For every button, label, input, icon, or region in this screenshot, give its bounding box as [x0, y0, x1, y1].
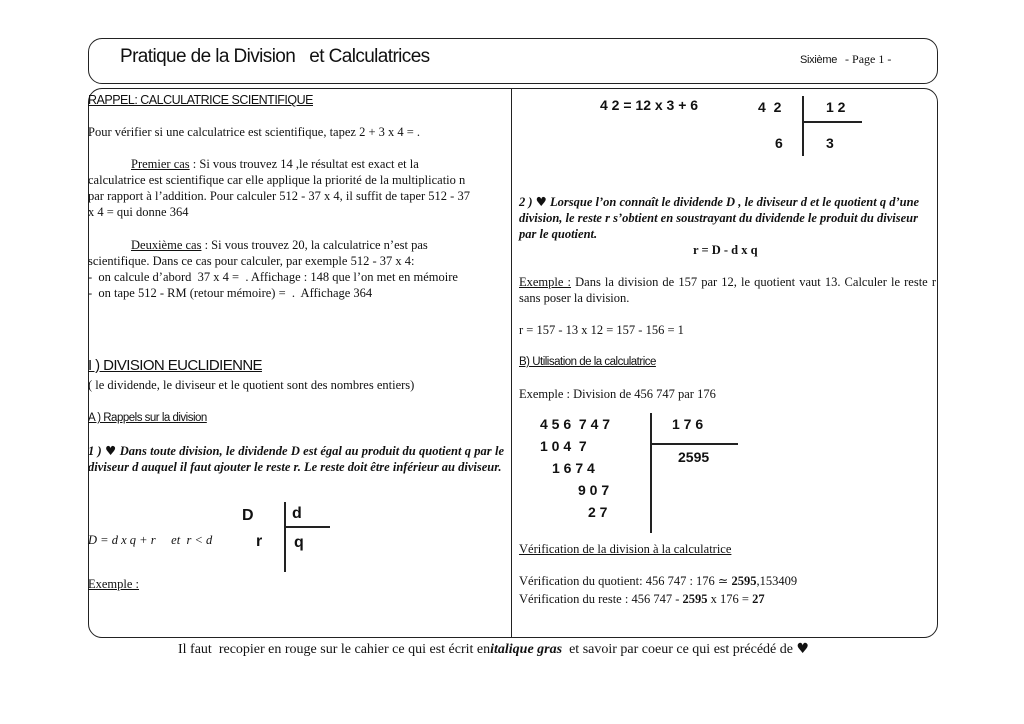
verification-quotient — [519, 573, 797, 589]
footer-text-after: et savoir par coeur ce qui est précédé de — [562, 642, 797, 657]
small-div-remainder: 6 — [775, 135, 783, 151]
right-exemple-text: Dans la division de 157 par 12, le quotient vaut 13. Calculer le reste r sans poser la division. — [519, 275, 936, 305]
diagram-vertical-line — [284, 502, 286, 572]
heart-icon: ♥ — [796, 641, 810, 657]
diagram-remainder: r — [256, 533, 263, 550]
deuxieme-cas — [88, 237, 508, 301]
heart-icon: ♥ — [105, 443, 117, 458]
verification-heading: Vérification de la division à la calculatrice — [519, 542, 732, 556]
verif-reste-result: 27 — [752, 592, 765, 606]
section1-heading — [88, 357, 262, 374]
sectionA-heading: A ) Rappels sur la division — [88, 412, 207, 424]
right-exemple — [519, 274, 936, 306]
verif-reste-prefix: Vérification du reste : 456 747 - — [519, 592, 683, 606]
rappel-intro: Pour vérifier si une calculatrice est scientifique, tapez 2 + 3 x 4 = . — [88, 125, 421, 139]
page-info — [800, 52, 891, 67]
left-exemple-label: Exemple : — [88, 577, 140, 591]
diagram-dividend: D — [242, 507, 254, 524]
rule2-formula: r = D - d x q — [693, 243, 758, 257]
sectionB-heading: B) Utilisation de la calculatrice — [519, 356, 656, 368]
premier-cas-line2: calculatrice est scientifique car elle applique la priorité de la multiplicatio n — [88, 173, 466, 187]
small-div-dividend: 4 2 — [758, 99, 782, 115]
diagram-horizontal-line — [284, 526, 330, 528]
rule1-text: Dans toute division, le dividende D est égal au produit du quotient q par le diviseur d auquel il faut ajouter le reste r. Le reste doit être inférieur au diviseur. — [88, 444, 504, 474]
long-div-vertical-line — [650, 413, 652, 533]
column-divider — [511, 88, 512, 638]
verif-reste-quotient: 2595 — [682, 592, 708, 606]
long-div-line-2: 1 0 4 7 — [540, 438, 587, 454]
rappel-heading: RAPPEL: CALCULATRICE SCIENTIFIQUE — [88, 93, 313, 107]
footer-note — [178, 641, 809, 658]
exemple-calculation: r = 157 - 13 x 12 = 157 - 156 = 1 — [519, 323, 684, 337]
verif-quotient-suffix: ,153409 — [756, 574, 798, 588]
rule2-text: Lorsque l’on connaît le dividende D , le diviseur d et le quotient q d’une division, le reste r s’obtient en soustrayant du dividende le produit du diviseur par le quotient. — [519, 195, 920, 241]
premier-cas-label: Premier cas — [131, 157, 190, 171]
footer-text-before: Il faut recopier en rouge sur le cahier ce qui est écrit en — [178, 642, 491, 657]
section1-heading-text: I ) DIVISION EUCLIDIENNE — [88, 357, 262, 374]
rule1-prefix: 1 ) — [88, 444, 102, 458]
heart-icon: ♥ — [535, 194, 547, 209]
page-number: - Page 1 - — [845, 52, 892, 66]
long-div-line-3: 1 6 7 4 — [552, 460, 595, 476]
long-div-horizontal-line — [650, 443, 738, 445]
small-div-quotient: 3 — [826, 135, 834, 151]
small-div-vertical-line — [802, 96, 804, 156]
class-label: Sixième — [800, 54, 838, 66]
long-div-line-5: 2 7 — [588, 504, 608, 520]
deuxieme-cas-line1: : Si vous trouvez 20, la calculatrice n’est pas — [201, 238, 428, 252]
page-title: Pratique de la Division et Calculatrices — [120, 46, 430, 67]
long-div-quotient: 2595 — [678, 449, 710, 465]
rule2 — [519, 194, 934, 242]
small-div-horizontal-line — [802, 121, 862, 123]
right-exemple-label: Exemple : — [519, 275, 572, 289]
equation-example: 4 2 = 12 x 3 + 6 — [600, 97, 699, 113]
premier-cas-line3: par rapport à l’addition. Pour calculer 512 - 37 x 4, il suffit de taper 512 - 37 — [88, 189, 470, 203]
verif-quotient-prefix: Vérification du quotient: 456 747 : 176 ≃ — [519, 574, 732, 588]
long-div-line-1: 4 5 6 7 4 7 — [540, 416, 611, 432]
premier-cas-line4: x 4 = qui donne 364 — [88, 205, 189, 219]
exemple-division: Exemple : Division de 456 747 par 176 — [519, 387, 716, 401]
rule2-prefix: 2 ) — [519, 195, 533, 209]
deuxieme-cas-line4: - on tape 512 - RM (retour mémoire) = . Affichage 364 — [88, 286, 373, 300]
long-div-divisor: 1 7 6 — [672, 416, 704, 432]
section1-sub: ( le dividende, le diviseur et le quotient sont des nombres entiers) — [88, 378, 415, 392]
rule1 — [88, 443, 504, 475]
deuxieme-cas-line2: scientifique. Dans ce cas pour calculer, par exemple 512 - 37 x 4: — [88, 254, 415, 268]
verif-quotient-value: 2595 — [731, 574, 757, 588]
small-div-divisor: 1 2 — [826, 99, 846, 115]
verification-reste — [519, 591, 765, 607]
diagram-quotient: q — [294, 534, 304, 551]
long-div-line-4: 9 0 7 — [578, 482, 610, 498]
deuxieme-cas-line3: - on calcule d’abord 37 x 4 = . Affichage : 148 que l’on met en mémoire — [88, 270, 458, 284]
verif-reste-mid: x 176 = — [707, 592, 753, 606]
division-formula: D = d x q + r et r < d — [88, 533, 213, 547]
deuxieme-cas-label: Deuxième cas — [131, 238, 202, 252]
diagram-divisor: d — [292, 505, 302, 522]
premier-cas-line1: : Si vous trouvez 14 ,le résultat est exact et la — [189, 157, 419, 171]
premier-cas — [88, 156, 508, 220]
footer-text-italic: italique gras — [490, 642, 563, 657]
